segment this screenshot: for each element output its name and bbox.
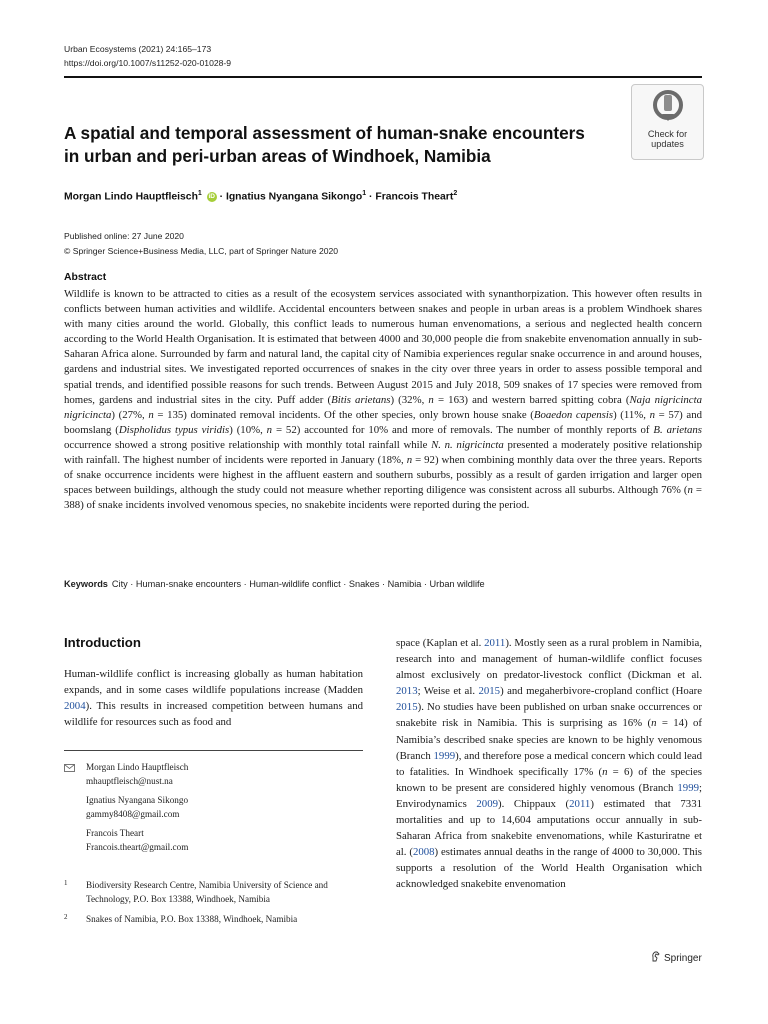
author-3[interactable]: Francois Theart <box>375 191 454 203</box>
introduction-left-column <box>64 666 363 730</box>
author-separator: · <box>216 191 226 203</box>
check-for-updates-badge[interactable] <box>631 84 704 160</box>
check-for-updates-icon <box>653 90 683 122</box>
introduction-heading: Introduction <box>64 635 141 650</box>
envelope-icon <box>64 764 75 772</box>
keywords-label: Keywords <box>64 579 108 589</box>
introduction-right-column <box>396 635 702 893</box>
badge-label: Check for updates <box>647 129 688 149</box>
abstract-body <box>64 287 702 513</box>
author-1-affiliation: 1 <box>197 190 202 197</box>
author-2-affiliation: 1 <box>362 190 367 197</box>
published-date: Published online: 27 June 2020 <box>64 231 184 241</box>
affiliation-text: Biodiversity Research Centre, Namibia University of Science and Technology, P.O. Box 13388, Windhoek, Namibia <box>86 880 328 904</box>
author-1[interactable]: Morgan Lindo Hauptfleisch <box>64 191 198 203</box>
publication-info <box>64 229 338 259</box>
contact-list <box>64 761 363 861</box>
citation-link[interactable]: 1999 <box>677 781 699 794</box>
affiliation-list <box>64 878 363 932</box>
citation-link[interactable]: 2008 <box>412 846 435 859</box>
affiliation-item <box>64 912 363 926</box>
orcid-icon[interactable]: iD <box>208 192 215 200</box>
header-rule <box>64 76 702 78</box>
contact-name: Francois Theart <box>86 828 144 839</box>
citation-link[interactable]: 2015 <box>396 701 418 714</box>
introduction-paragraph: Human-wildlife conflict is increasing globally as human habitation expands, and in some cases wildlife populations increase (Madden 2004). This results in increased competition between humans and wildlife for resources such as food and <box>64 668 363 729</box>
abstract-text: Wildlife is known to be attracted to cities as a result of the ecosystem services associated with synanthorpization. This however often results in conflicts between human activities and wildlife. Accidental encounters between snakes and people in urban areas is a problem Windhoek shares with many cities around the world. Globally, this conflict leads to numerous human envenomations, a serious and neglected health concern according to the World Health Organisation. It is estimated that between 4000 and 30,000 people die from snakebite envenomation annually in sub-Saharan Africa alone. Surrounded by farm and natural land, the capital city of Namibia experiences regular snake occurrence in and around houses, gardens and industrial sites. We investigated reported occurrences of snakes in the city over three years in order to assess possible temporal and spatial trends, and identified possible reasons for such trends. Between August 2015 and July 2018, 509 snakes of 17 species were removed from homes, gardens and industrial sites in the city. Puff adder (Bitis arietans) (32%, n = 163) and western barred spitting cobra (Naja nigricincta nigricincta) (27%, n = 135) dominated removal incidents. Of the other species, only brown house snake (Boaedon capensis) (11%, n = 57) and boomslang (Dispholidus typus viridis) (10%, n = 52) accounted for 10% and more of removals. The number of monthly reports of B. arietans occurrence showed a strong positive relationship with monthly total rainfall while N. n. nigricincta presented a moderately positive relationship with rainfall. The highest number of incidents were reported in January (18%, n = 92) when combining monthly data over the three years. Reports of snake occurrence incidents were highest in the affluent eastern and southern suburbs, possibly as a result of garden irrigation and larger open spaces between buildings, although the study could not measure whether reporting diligence was consistent across all suburbs. Although 76% (n = 388) of snake incidents involved venomous species, no snakebite incidents were reported during the period. <box>64 288 703 512</box>
paper-title: A spatial and temporal assessment of human-snake encounters in urban and peri-urban areas of Windhoek, Namibia <box>64 123 585 166</box>
copyright-notice: © Springer Science+Business Media, LLC, part of Springer Nature 2020 <box>64 246 339 256</box>
contact-item <box>64 794 363 821</box>
affiliation-number: 1 <box>64 879 68 887</box>
affiliation-item <box>64 878 363 906</box>
contact-email[interactable]: gammy8408@gmail.com <box>86 808 180 819</box>
abstract-heading: Abstract <box>64 272 107 283</box>
contact-name: Morgan Lindo Hauptfleisch <box>86 762 189 772</box>
footnote-rule <box>64 750 363 751</box>
author-list <box>64 190 457 202</box>
citation-link[interactable]: 2015 <box>478 685 501 698</box>
author-2[interactable]: Ignatius Nyangana Sikongo <box>225 191 363 203</box>
contact-item <box>64 827 363 854</box>
citation-link[interactable]: 2011 <box>569 797 591 810</box>
springer-horse-icon <box>651 951 661 962</box>
citation-link[interactable]: 2013 <box>396 685 418 698</box>
contact-item <box>64 761 363 788</box>
citation-link[interactable]: 1999 <box>433 749 456 762</box>
author-separator: · <box>366 191 376 203</box>
publisher-name: Springer <box>664 953 702 964</box>
doi-link[interactable]: https://doi.org/10.1007/s11252-020-01028-9 <box>64 58 232 68</box>
contact-email[interactable]: mhauptfleisch@nust.na <box>86 775 173 786</box>
keywords-list: City · Human-snake encounters · Human-wildlife conflict · Snakes · Namibia · Urban wildlife <box>111 579 485 589</box>
citation-link[interactable]: 2004 <box>64 700 86 713</box>
citation-link[interactable]: 2011 <box>484 637 506 649</box>
keywords <box>64 579 485 589</box>
journal-header <box>64 42 231 70</box>
publisher-logo <box>651 951 702 964</box>
contact-email[interactable]: Francois.theart@gmail.com <box>86 841 189 852</box>
citation-link[interactable]: 2009 <box>476 797 498 810</box>
journal-citation: Urban Ecosystems (2021) 24:165–173 <box>64 44 212 54</box>
author-3-affiliation: 2 <box>453 190 458 197</box>
contact-name: Ignatius Nyangana Sikongo <box>86 795 189 806</box>
affiliation-number: 2 <box>64 913 68 921</box>
affiliation-text: Snakes of Namibia, P.O. Box 13388, Windhoek, Namibia <box>86 914 298 924</box>
introduction-paragraph: space (Kaplan et al. 2011). Mostly seen as a rural problem in Namibia, research into and management of human-wildlife conflict focuses almost exclusively on predator-livestock conflict (Dickman et al. 2013; Weise et al. 2015) and megaherbivore-cropland conflict (Hoare 2015). No studies have been published on urban snake occurrences or snakebite risk in Namibia. This is surprising as 16% (n = 14) of Namibia’s described snake species are known to be highly venomous (Branch 1999), and therefore pose a medical concern which could lead to fatalities. In Windhoek specifically 17% (n = 6) of the species known to be present are considered highly venomous (Branch 1999; Envirodynamics 2009). Chippaux (2011) estimated that 7331 mortalities and up to 14,604 amputations occur annually in sub-Saharan Africa from snakebite envenomations, while Kasturiratne et al. (2008) estimates annual deaths in the range of 4000 to 30,000. This supports a resolution of the World Health Organisation which acknowledged snakebite envenomation <box>396 637 703 891</box>
